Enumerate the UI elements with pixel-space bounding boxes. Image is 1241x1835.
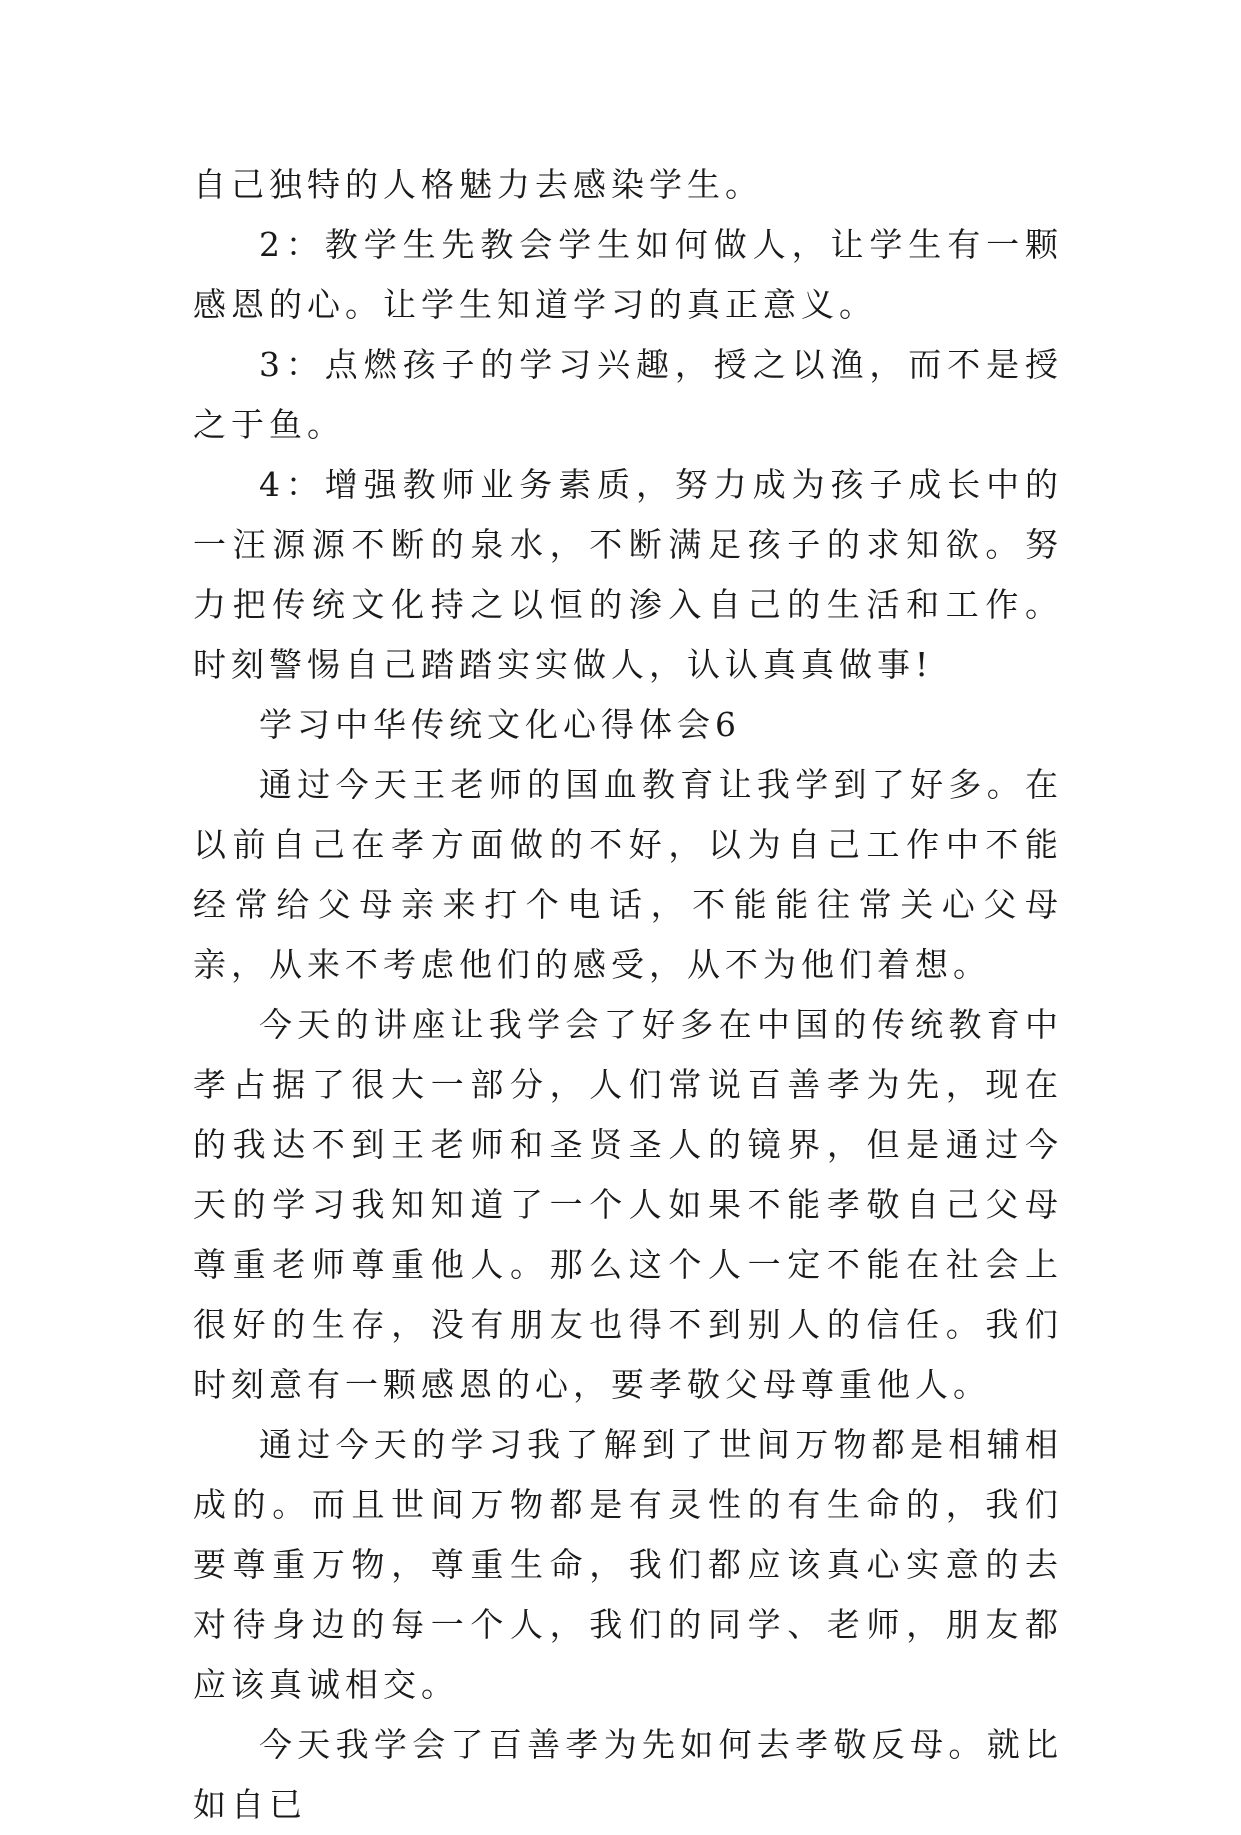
paragraph-body-1: 通过今天王老师的国血教育让我学到了好多。在以前自己在孝方面做的不好，以为自己工作中不能经常给父母亲来打个电话，不能能往常关心父母亲，从来不考虑他们的感受，从不为他们着想。 [193,765,1063,984]
paragraph-body-4: 今天我学会了百善孝为先如何去孝敬反母。就比如自已 [193,1725,1063,1824]
paragraph-point-3: 3：点燃孩子的学习兴趣，授之以渔，而不是授之于鱼。 [193,345,1063,444]
paragraph-point-2: 2：教学生先教会学生如何做人，让学生有一颗感恩的心。让学生知道学习的真正意义。 [193,225,1063,324]
section-heading: 学习中华传统文化心得体会6 [259,705,741,744]
paragraph-point-4: 4：增强教师业务素质，努力成为孩子成长中的一汪源源不断的泉水，不断满足孩子的求知欲。努力把传统文化持之以恒的渗入自己的生活和工作。时刻警惕自己踏踏实实做人，认认真真做事! [193,465,1063,684]
document-body [193,155,1063,1835]
paragraph-body-3: 通过今天的学习我了解到了世间万物都是相辅相成的。而且世间万物都是有灵性的有生命的，我们要尊重万物，尊重生命，我们都应该真心实意的去对待身边的每一个人，我们的同学、老师，朋友都应该真诚相交。 [193,1425,1063,1704]
paragraph-body-2: 今天的讲座让我学会了好多在中国的传统教育中孝占据了很大一部分，人们常说百善孝为先，现在的我达不到王老师和圣贤圣人的镜界，但是通过今天的学习我知知道了一个人如果不能孝敬自己父母尊重老师尊重他人。那么这个人一定不能在社会上很好的生存，没有朋友也得不到别人的信任。我们时刻意有一颗感恩的心，要孝敬父母尊重他人。 [193,1005,1063,1404]
paragraph-continuation: 自己独特的人格魅力去感染学生。 [193,165,763,204]
